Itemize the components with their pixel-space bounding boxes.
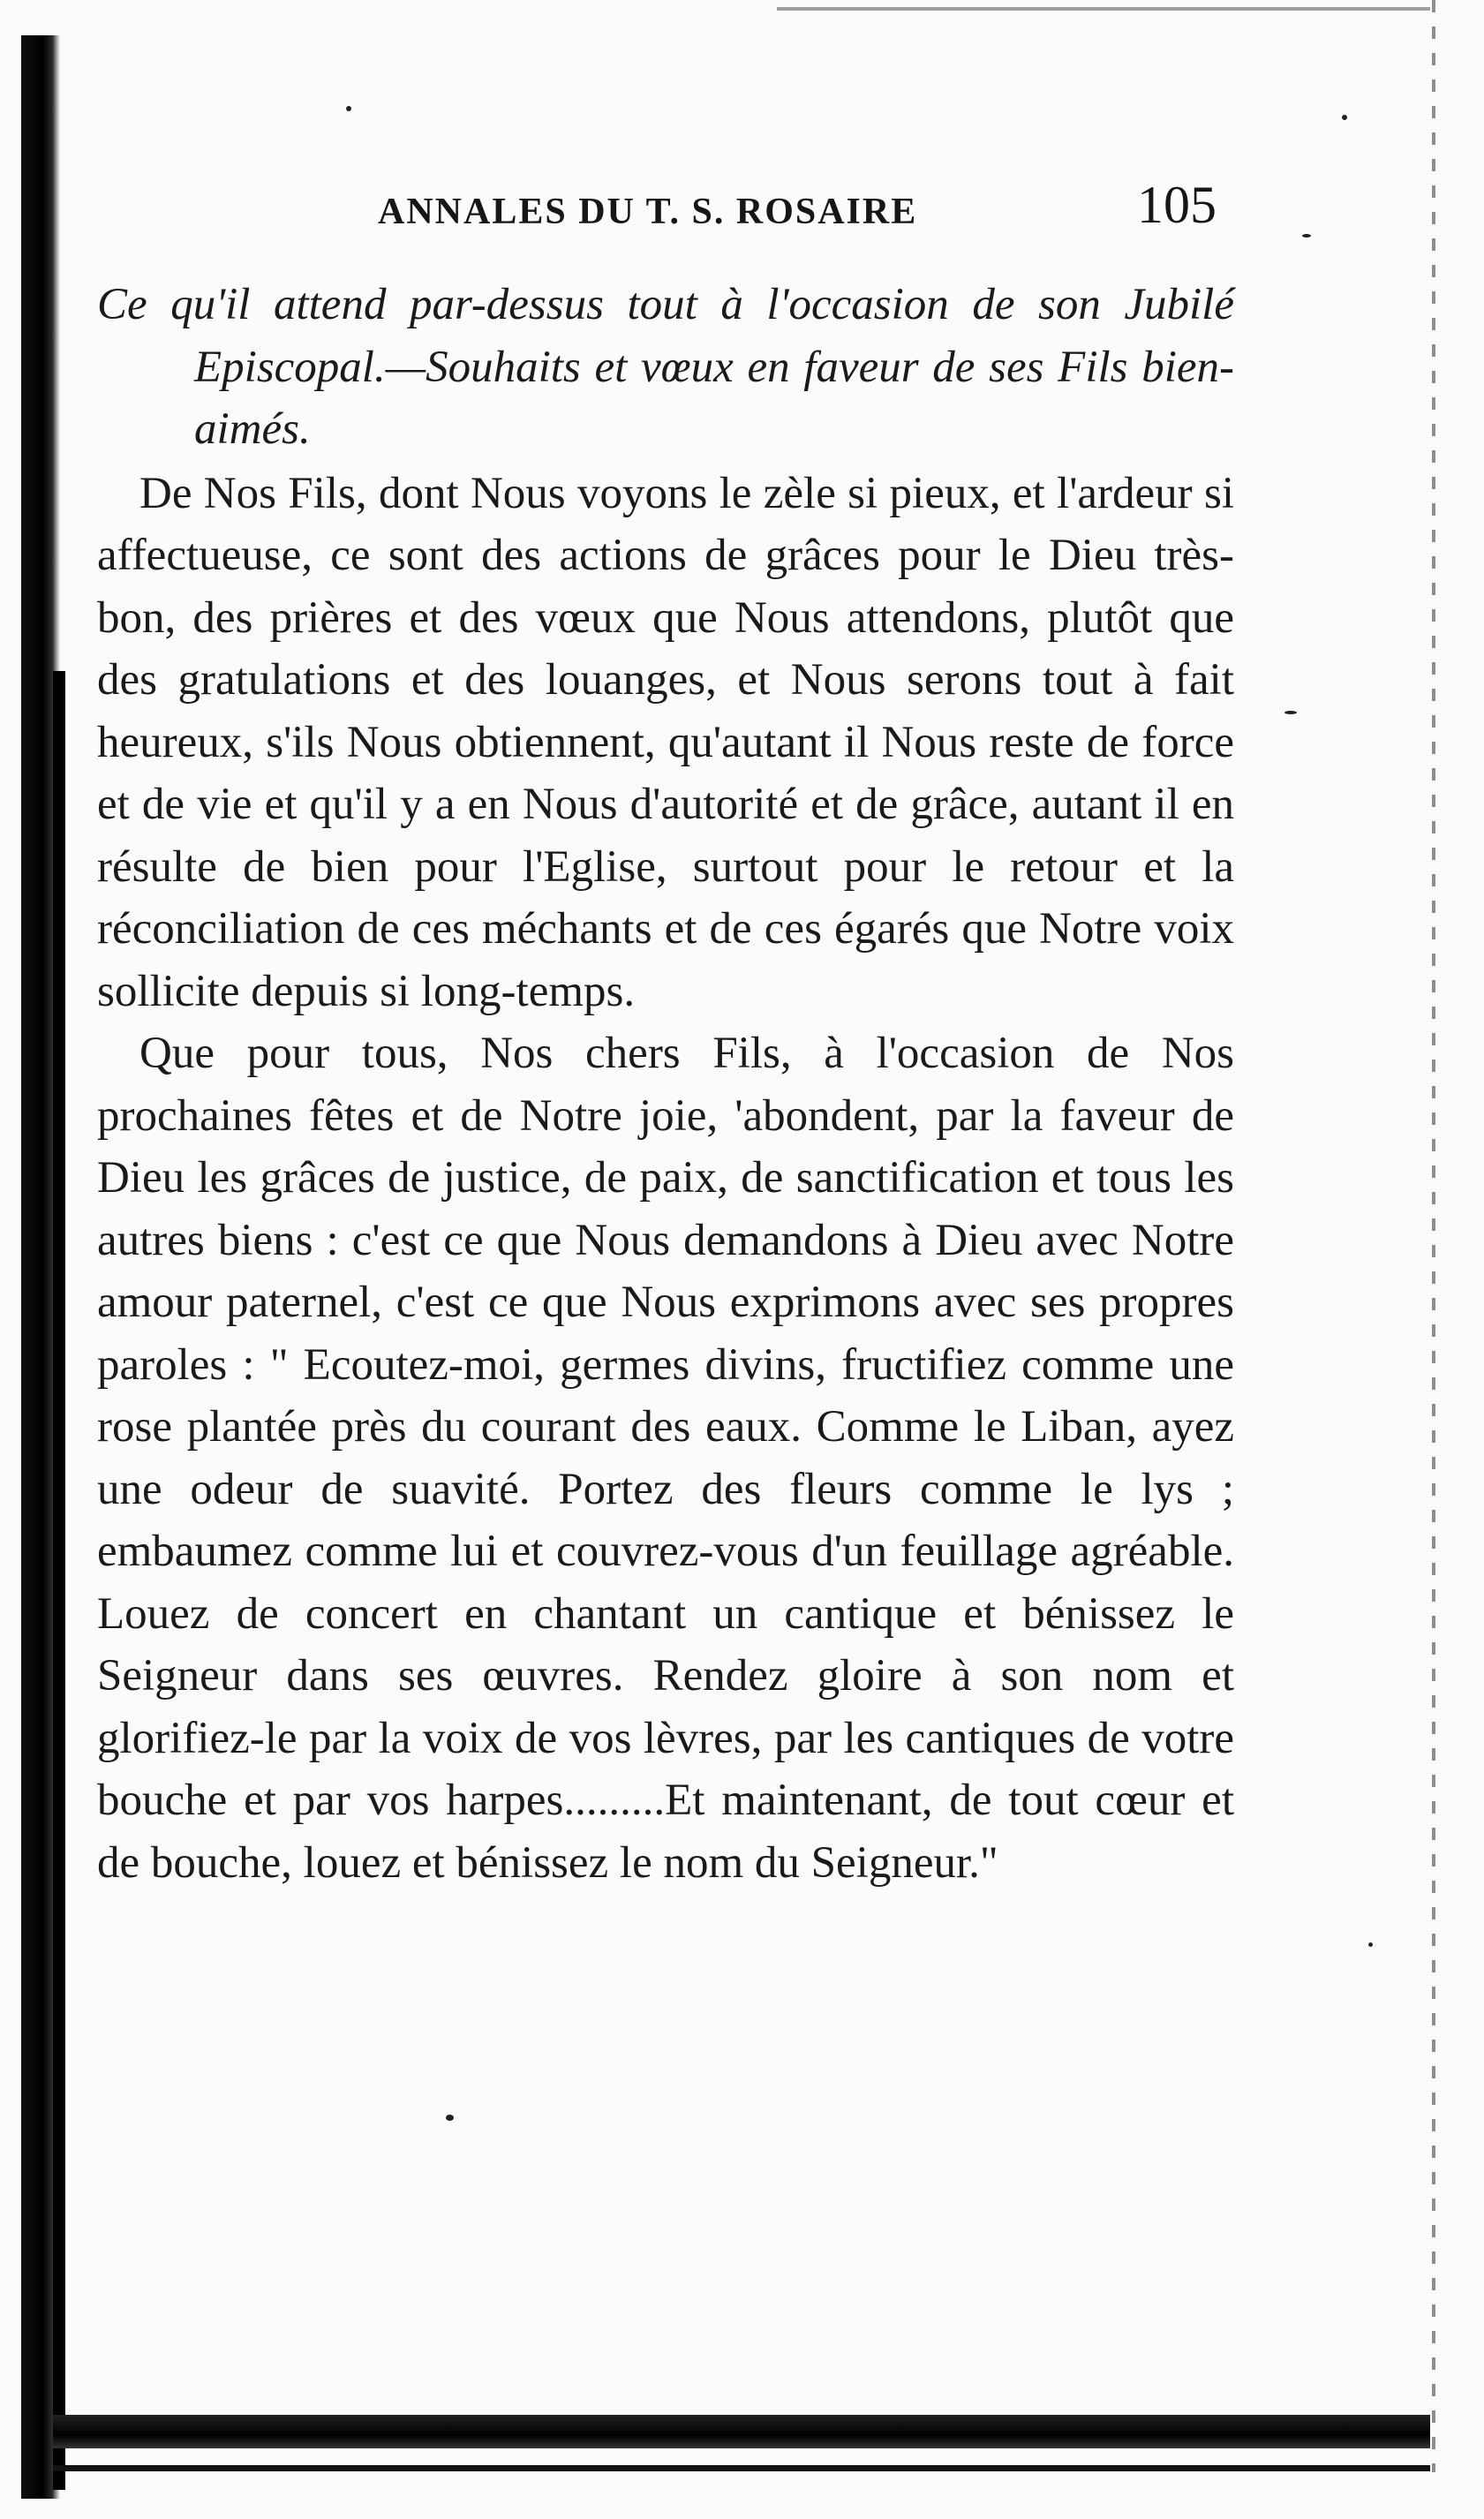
- page-number: 105: [1137, 176, 1217, 234]
- scan-speck: [1302, 234, 1311, 238]
- page-header: [97, 175, 1227, 254]
- page-edge-top: [777, 7, 1430, 11]
- page-edge-right: [1432, 0, 1435, 2472]
- binding-line-bottom: [53, 2465, 1430, 2471]
- binding-shadow-left-inner: [53, 671, 65, 2490]
- scan-speck: [1368, 1942, 1373, 1947]
- running-head: ANNALES DU T. S. ROSAIRE: [378, 192, 918, 232]
- scan-speck: [346, 106, 351, 111]
- scan-speck: [446, 2115, 454, 2121]
- binding-shadow-bottom: [53, 2415, 1430, 2448]
- body-text: [97, 274, 1234, 1894]
- scan-speck: [1342, 115, 1347, 120]
- paragraph-1: De Nos Fils, dont Nous voyons le zèle si pieux, et l'ardeur si affectueuse, ce sont des actions de grâces pour le Dieu très-bon, des prières et des vœux que Nous attendons, plutôt que des gratulations et des louanges, et Nous serons tout à fait heureux, s'ils Nous obtiennent, qu'autant il Nous reste de force et de vie et qu'il y a en Nous d'autorité et de grâce, autant il en résulte de bien pour l'Eglise, surtout pour le retour et la réconciliation de ces méchants et de ces égarés que Notre voix sollicite depuis si long-temps.: [97, 468, 1234, 1016]
- section-summary: Ce qu'il attend par-dessus tout à l'occasion de son Jubilé Episcopal.—Souhaits et vœux en faveur de ses Fils bien-aimés.: [97, 280, 1234, 454]
- scan-speck: [1284, 711, 1297, 714]
- paragraph-2: Que pour tous, Nos chers Fils, à l'occasion de Nos prochaines fêtes et de Notre joie, 'abondent, par la faveur de Dieu les grâces de justice, de paix, de sanctification et tous les autres biens : c'est ce que Nous demandons à Dieu avec Notre amour paternel, c'est ce que Nous exprimons avec ses propres paroles : " Ecoutez-moi, germes divins, fructifiez comme une rose plantée près du courant des eaux. Comme le Liban, ayez une odeur de suavité. Portez des fleurs comme le lys ; embaumez comme lui et couvrez-vous d'un feuillage agréable. Louez de concert en chantant un cantique et bénissez le Seigneur dans ses œuvres. Rendez gloire à son nom et glorifiez-le par la voix de vos lèvres, par les cantiques de votre bouche et par vos harpes.........Et maintenant, de tout cœur et de bouche, louez et bénissez le nom du Seigneur.": [97, 1029, 1234, 1888]
